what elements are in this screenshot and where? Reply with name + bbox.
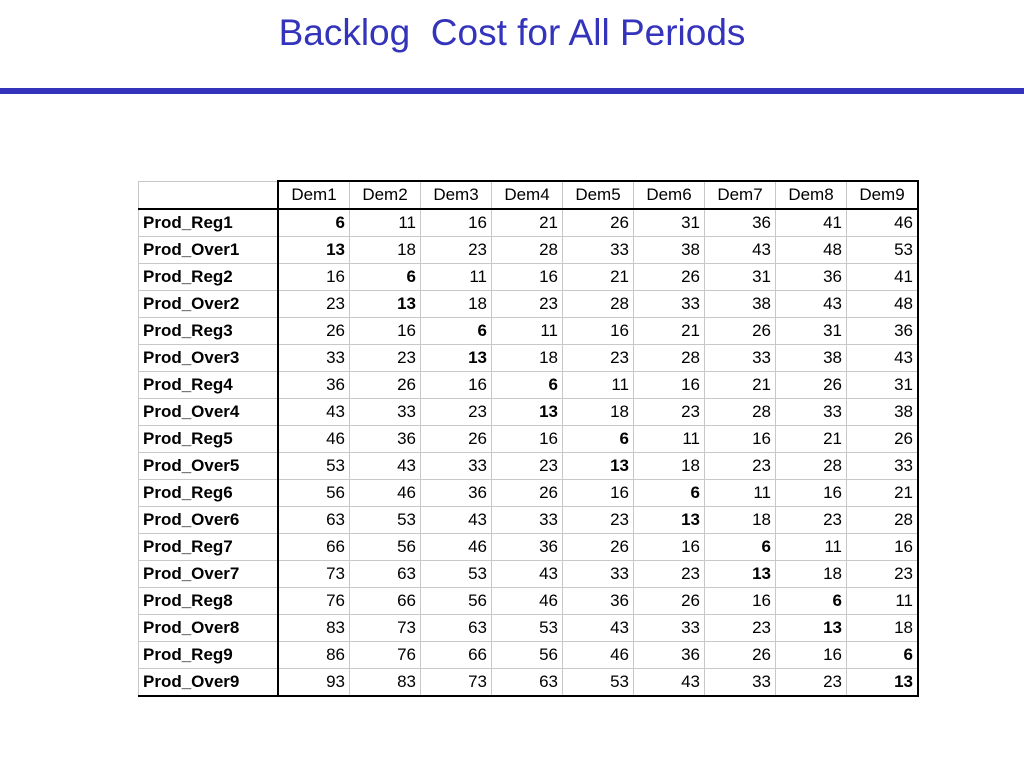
table-cell: 23 [847,561,919,588]
table-cell: 26 [421,426,492,453]
row-header: Prod_Reg5 [139,426,279,453]
table-cell: 33 [776,399,847,426]
table-cell: 26 [350,372,421,399]
column-header-dem3: Dem3 [421,181,492,209]
column-header-dem2: Dem2 [350,181,421,209]
backlog-cost-table [138,180,919,697]
table-cell: 56 [492,642,563,669]
table-cell: 63 [278,507,350,534]
table-cell: 43 [776,291,847,318]
table-cell: 33 [847,453,919,480]
table-cell: 53 [563,669,634,697]
table-cell: 13 [847,669,919,697]
table-cell: 36 [492,534,563,561]
table-cell: 23 [776,507,847,534]
table-row [139,561,919,588]
table-cell: 23 [563,345,634,372]
table-cell: 23 [421,237,492,264]
table-cell: 13 [278,237,350,264]
table-row [139,615,919,642]
table-cell: 53 [847,237,919,264]
table-cell: 18 [705,507,776,534]
table-cell: 11 [350,209,421,237]
table-cell: 26 [634,264,705,291]
table-cell: 13 [421,345,492,372]
table-row [139,426,919,453]
row-header: Prod_Over7 [139,561,279,588]
table-cell: 43 [350,453,421,480]
table-cell: 13 [563,453,634,480]
table-cell: 26 [563,534,634,561]
table-cell: 21 [563,264,634,291]
table-cell: 16 [705,588,776,615]
table-cell: 11 [847,588,919,615]
table-cell: 38 [634,237,705,264]
table-cell: 63 [421,615,492,642]
table-cell: 6 [278,209,350,237]
table-cell: 93 [278,669,350,697]
table-cell: 43 [492,561,563,588]
table-cell: 46 [278,426,350,453]
row-header: Prod_Reg7 [139,534,279,561]
table-cell: 13 [492,399,563,426]
table-cell: 66 [350,588,421,615]
table-cell: 16 [421,209,492,237]
table-cell: 23 [278,291,350,318]
table-cell: 36 [421,480,492,507]
column-header-dem8: Dem8 [776,181,847,209]
table-cell: 26 [776,372,847,399]
table-cell: 33 [492,507,563,534]
row-header: Prod_Reg3 [139,318,279,345]
table-cell: 16 [350,318,421,345]
table-cell: 28 [634,345,705,372]
table-cell: 18 [492,345,563,372]
table-cell: 53 [492,615,563,642]
table-row [139,209,919,237]
table-cell: 21 [634,318,705,345]
table-cell: 38 [705,291,776,318]
table-cell: 43 [278,399,350,426]
row-header: Prod_Reg1 [139,209,279,237]
table-cell: 23 [705,453,776,480]
table-cell: 38 [776,345,847,372]
table-cell: 23 [705,615,776,642]
table-cell: 16 [634,372,705,399]
table-cell: 46 [492,588,563,615]
table-cell: 36 [776,264,847,291]
table-cell: 11 [492,318,563,345]
table-cell: 6 [492,372,563,399]
table-cell: 63 [492,669,563,697]
table-cell: 16 [634,534,705,561]
table-row [139,588,919,615]
table-cell: 83 [350,669,421,697]
table-cell: 86 [278,642,350,669]
table-cell: 6 [705,534,776,561]
table-row [139,237,919,264]
table-cell: 33 [634,291,705,318]
table-cell: 16 [776,642,847,669]
table-cell: 26 [705,642,776,669]
table-cell: 63 [350,561,421,588]
table-cell: 21 [492,209,563,237]
table-cell: 73 [350,615,421,642]
table-corner-cell [139,181,279,209]
table-cell: 16 [563,318,634,345]
table-cell: 33 [278,345,350,372]
table-cell: 36 [350,426,421,453]
table-cell: 33 [563,561,634,588]
table-cell: 38 [847,399,919,426]
table-row [139,318,919,345]
table-cell: 28 [492,237,563,264]
table-row [139,264,919,291]
table-cell: 31 [776,318,847,345]
table-cell: 56 [350,534,421,561]
table-cell: 31 [634,209,705,237]
table-cell: 6 [847,642,919,669]
table-cell: 36 [278,372,350,399]
table-row [139,642,919,669]
table-cell: 23 [421,399,492,426]
table-cell: 11 [705,480,776,507]
table-cell: 46 [847,209,919,237]
table-cell: 23 [776,669,847,697]
backlog-cost-table-container [138,180,919,697]
row-header: Prod_Over4 [139,399,279,426]
table-cell: 23 [634,561,705,588]
table-cell: 23 [492,291,563,318]
row-header: Prod_Over2 [139,291,279,318]
table-cell: 11 [421,264,492,291]
table-cell: 28 [705,399,776,426]
table-cell: 53 [350,507,421,534]
table-cell: 43 [634,669,705,697]
table-cell: 26 [847,426,919,453]
table-cell: 28 [847,507,919,534]
column-header-dem5: Dem5 [563,181,634,209]
table-header-row [139,181,919,209]
table-cell: 13 [634,507,705,534]
table-cell: 36 [847,318,919,345]
table-cell: 31 [705,264,776,291]
table-cell: 66 [278,534,350,561]
table-cell: 36 [563,588,634,615]
table-cell: 76 [278,588,350,615]
table-cell: 16 [492,264,563,291]
table-row [139,534,919,561]
table-cell: 33 [421,453,492,480]
table-cell: 66 [421,642,492,669]
title-underline [0,88,1024,94]
table-row [139,480,919,507]
table-cell: 26 [634,588,705,615]
row-header: Prod_Reg2 [139,264,279,291]
table-cell: 41 [776,209,847,237]
table-cell: 26 [278,318,350,345]
table-cell: 43 [705,237,776,264]
table-cell: 18 [350,237,421,264]
table-cell: 56 [421,588,492,615]
table-cell: 16 [278,264,350,291]
table-cell: 18 [776,561,847,588]
table-cell: 18 [563,399,634,426]
table-row [139,453,919,480]
table-cell: 11 [776,534,847,561]
row-header: Prod_Reg9 [139,642,279,669]
column-header-dem7: Dem7 [705,181,776,209]
table-cell: 41 [847,264,919,291]
table-cell: 33 [634,615,705,642]
row-header: Prod_Over8 [139,615,279,642]
page-title: Backlog Cost for All Periods [278,12,746,53]
table-cell: 56 [278,480,350,507]
table-cell: 46 [350,480,421,507]
table-cell: 48 [847,291,919,318]
column-header-dem6: Dem6 [634,181,705,209]
table-cell: 36 [705,209,776,237]
column-header-dem9: Dem9 [847,181,919,209]
table-cell: 26 [563,209,634,237]
table-cell: 73 [421,669,492,697]
table-cell: 11 [563,372,634,399]
table-cell: 46 [421,534,492,561]
table-cell: 6 [350,264,421,291]
table-cell: 53 [421,561,492,588]
row-header: Prod_Reg6 [139,480,279,507]
table-row [139,507,919,534]
table-cell: 26 [492,480,563,507]
table-cell: 33 [350,399,421,426]
table-cell: 6 [563,426,634,453]
table-cell: 33 [705,345,776,372]
table-cell: 43 [421,507,492,534]
table-cell: 28 [563,291,634,318]
table-cell: 28 [776,453,847,480]
table-cell: 6 [421,318,492,345]
table-cell: 18 [421,291,492,318]
table-cell: 76 [350,642,421,669]
table-cell: 48 [776,237,847,264]
column-header-dem1: Dem1 [278,181,350,209]
table-cell: 13 [705,561,776,588]
table-cell: 16 [705,426,776,453]
table-cell: 23 [563,507,634,534]
table-cell: 21 [705,372,776,399]
table-cell: 16 [847,534,919,561]
table-row [139,372,919,399]
table-cell: 73 [278,561,350,588]
table-cell: 13 [776,615,847,642]
table-row [139,345,919,372]
row-header: Prod_Over3 [139,345,279,372]
table-cell: 6 [776,588,847,615]
table-cell: 16 [492,426,563,453]
table-cell: 31 [847,372,919,399]
table-body [139,209,919,696]
row-header: Prod_Over9 [139,669,279,697]
table-cell: 53 [278,453,350,480]
table-cell: 11 [634,426,705,453]
row-header: Prod_Over1 [139,237,279,264]
table-cell: 23 [350,345,421,372]
column-header-dem4: Dem4 [492,181,563,209]
table-cell: 23 [634,399,705,426]
table-cell: 21 [847,480,919,507]
row-header: Prod_Reg4 [139,372,279,399]
table-cell: 33 [563,237,634,264]
table-row [139,399,919,426]
row-header: Prod_Reg8 [139,588,279,615]
table-cell: 36 [634,642,705,669]
table-cell: 16 [421,372,492,399]
table-cell: 43 [847,345,919,372]
table-cell: 13 [350,291,421,318]
table-cell: 33 [705,669,776,697]
table-cell: 83 [278,615,350,642]
table-cell: 16 [563,480,634,507]
table-cell: 46 [563,642,634,669]
table-cell: 26 [705,318,776,345]
table-cell: 21 [776,426,847,453]
table-cell: 16 [776,480,847,507]
table-row [139,291,919,318]
row-header: Prod_Over5 [139,453,279,480]
table-cell: 43 [563,615,634,642]
table-cell: 6 [634,480,705,507]
table-cell: 18 [634,453,705,480]
table-cell: 23 [492,453,563,480]
table-cell: 18 [847,615,919,642]
table-row [139,669,919,697]
row-header: Prod_Over6 [139,507,279,534]
